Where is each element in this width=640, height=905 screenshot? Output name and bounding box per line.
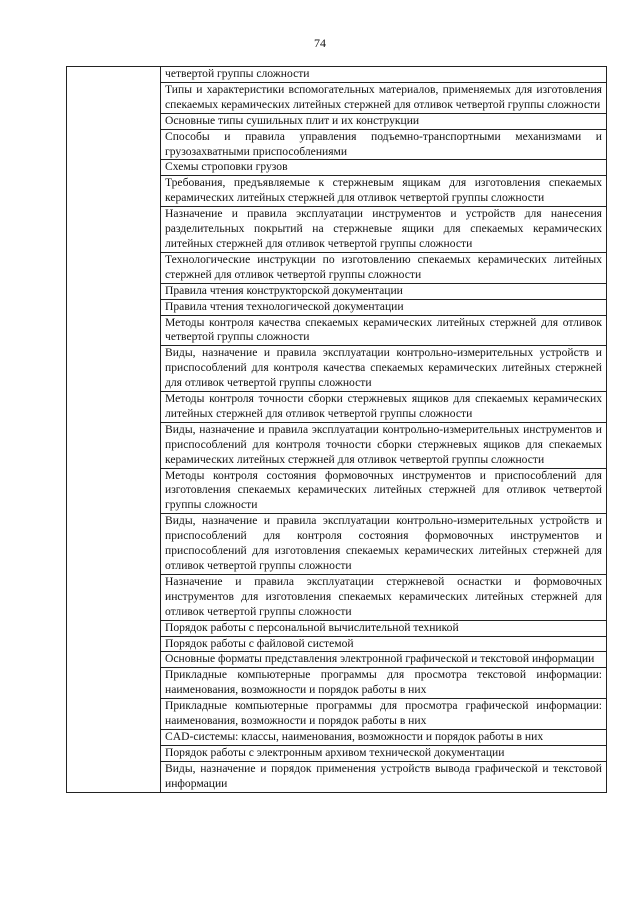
table-cell — [161, 176, 607, 207]
row-text: Требования, предъявляемые к стержневым ящикам для изготовления спекаемых керамических литейных стержней для отливок четвертой группы сложности — [165, 176, 602, 205]
row-text: Порядок работы с электронным архивом технической документации — [165, 745, 505, 759]
table-cell — [161, 82, 607, 113]
table-row — [67, 67, 607, 83]
row-text: Прикладные компьютерные программы для просмотра текстовой информации: наименования, возможности и порядок работы в них — [165, 668, 602, 697]
row-text: Типы и характеристики вспомогательных материалов, применяемых для изготовления спекаемых керамических литейных стержней для отливок четвертой группы сложности — [165, 82, 602, 111]
row-text: Технологические инструкции по изготовлению спекаемых керамических литейных стержней для отливок четвертой группы сложности — [165, 252, 602, 281]
table-cell — [161, 620, 607, 636]
table-cell — [161, 299, 607, 315]
table-cell — [161, 113, 607, 129]
table-cell — [161, 761, 607, 792]
table-cell — [161, 652, 607, 668]
table-cell — [161, 252, 607, 283]
row-text: Способы и правила управления подъемно-транспортными механизмами и грузозахватными приспособлениями — [165, 129, 602, 158]
row-text: Основные форматы представления электронной графической и текстовой информации — [165, 652, 595, 666]
row-text: Виды, назначение и порядок применения устройств вывода графической и текстовой информации — [165, 761, 602, 790]
table-cell — [161, 574, 607, 620]
row-text: CAD-системы: классы, наименования, возможности и порядок работы в них — [165, 729, 544, 743]
row-text: Основные типы сушильных плит и их конструкции — [165, 113, 420, 127]
requirements-table-body — [67, 67, 607, 793]
row-text: Методы контроля точности сборки стержневых ящиков для спекаемых керамических литейных стержней для отливок четвертой группы сложности — [165, 392, 602, 420]
row-text: Виды, назначение и правила эксплуатации контрольно-измерительных устройств и приспособлений для контроля качества спекаемых керамических литейных стержней для отливок четвертой группы сложности — [165, 346, 602, 390]
table-cell — [161, 129, 607, 160]
table-cell — [161, 207, 607, 253]
table-cell — [161, 315, 607, 346]
table-cell — [161, 346, 607, 392]
row-text: Методы контроля состояния формовочных инструментов и приспособлений для изготовления спекаемых керамических литейных стержней для отливок четвертой группы сложности — [165, 468, 602, 512]
table-cell — [161, 422, 607, 468]
row-text: Виды, назначение и правила эксплуатации контрольно-измерительных инструментов и приспособлений для контроля точности сборки стержневых ящиков для спекаемых керамических литейных стержней для отливок четвертой группы сложности — [165, 422, 602, 466]
row-text: Правила чтения технологической документации — [165, 299, 404, 313]
row-text: Прикладные компьютерные программы для просмотра графической информации: наименования, возможности и порядок работы в них — [165, 699, 602, 728]
row-text: Порядок работы с файловой системой — [165, 636, 354, 650]
table-cell — [161, 668, 607, 699]
left-category-cell — [67, 67, 161, 793]
table-cell — [161, 636, 607, 652]
table-cell — [161, 745, 607, 761]
table-cell — [161, 514, 607, 575]
row-text: Порядок работы с персональной вычислительной техникой — [165, 620, 459, 634]
row-text: Методы контроля качества спекаемых керамических литейных стержней для отливок четвертой группы сложности — [165, 315, 602, 344]
row-text: Назначение и правила эксплуатации инструментов и устройств для нанесения разделительных покрытий на стержневые ящики для спекаемых керамических литейных стержней для отливок четвертой группы сложности — [165, 207, 602, 250]
table-cell — [161, 67, 607, 83]
table-cell — [161, 468, 607, 514]
table-cell — [161, 392, 607, 423]
row-text: Виды, назначение и правила эксплуатации контрольно-измерительных устройств и приспособлений для контроля состояния формовочных инструментов и приспособлений для изготовления спекаемых керамических литейных стержней для отливок четвертой группы сложности — [165, 514, 602, 572]
row-text: четвертой группы сложности — [165, 67, 310, 80]
table-cell — [161, 729, 607, 745]
row-text: Схемы строповки грузов — [165, 160, 288, 174]
row-text: Правила чтения конструкторской документации — [165, 283, 403, 297]
table-cell — [161, 160, 607, 176]
table-cell — [161, 283, 607, 299]
row-text: Назначение и правила эксплуатации стержневой оснастки и формовочных инструментов для изготовления спекаемых керамических литейных стержней для отливок четвертой группы сложности — [165, 574, 602, 618]
requirements-table — [66, 66, 607, 793]
table-cell — [161, 699, 607, 730]
page-number: 74 — [314, 36, 326, 50]
